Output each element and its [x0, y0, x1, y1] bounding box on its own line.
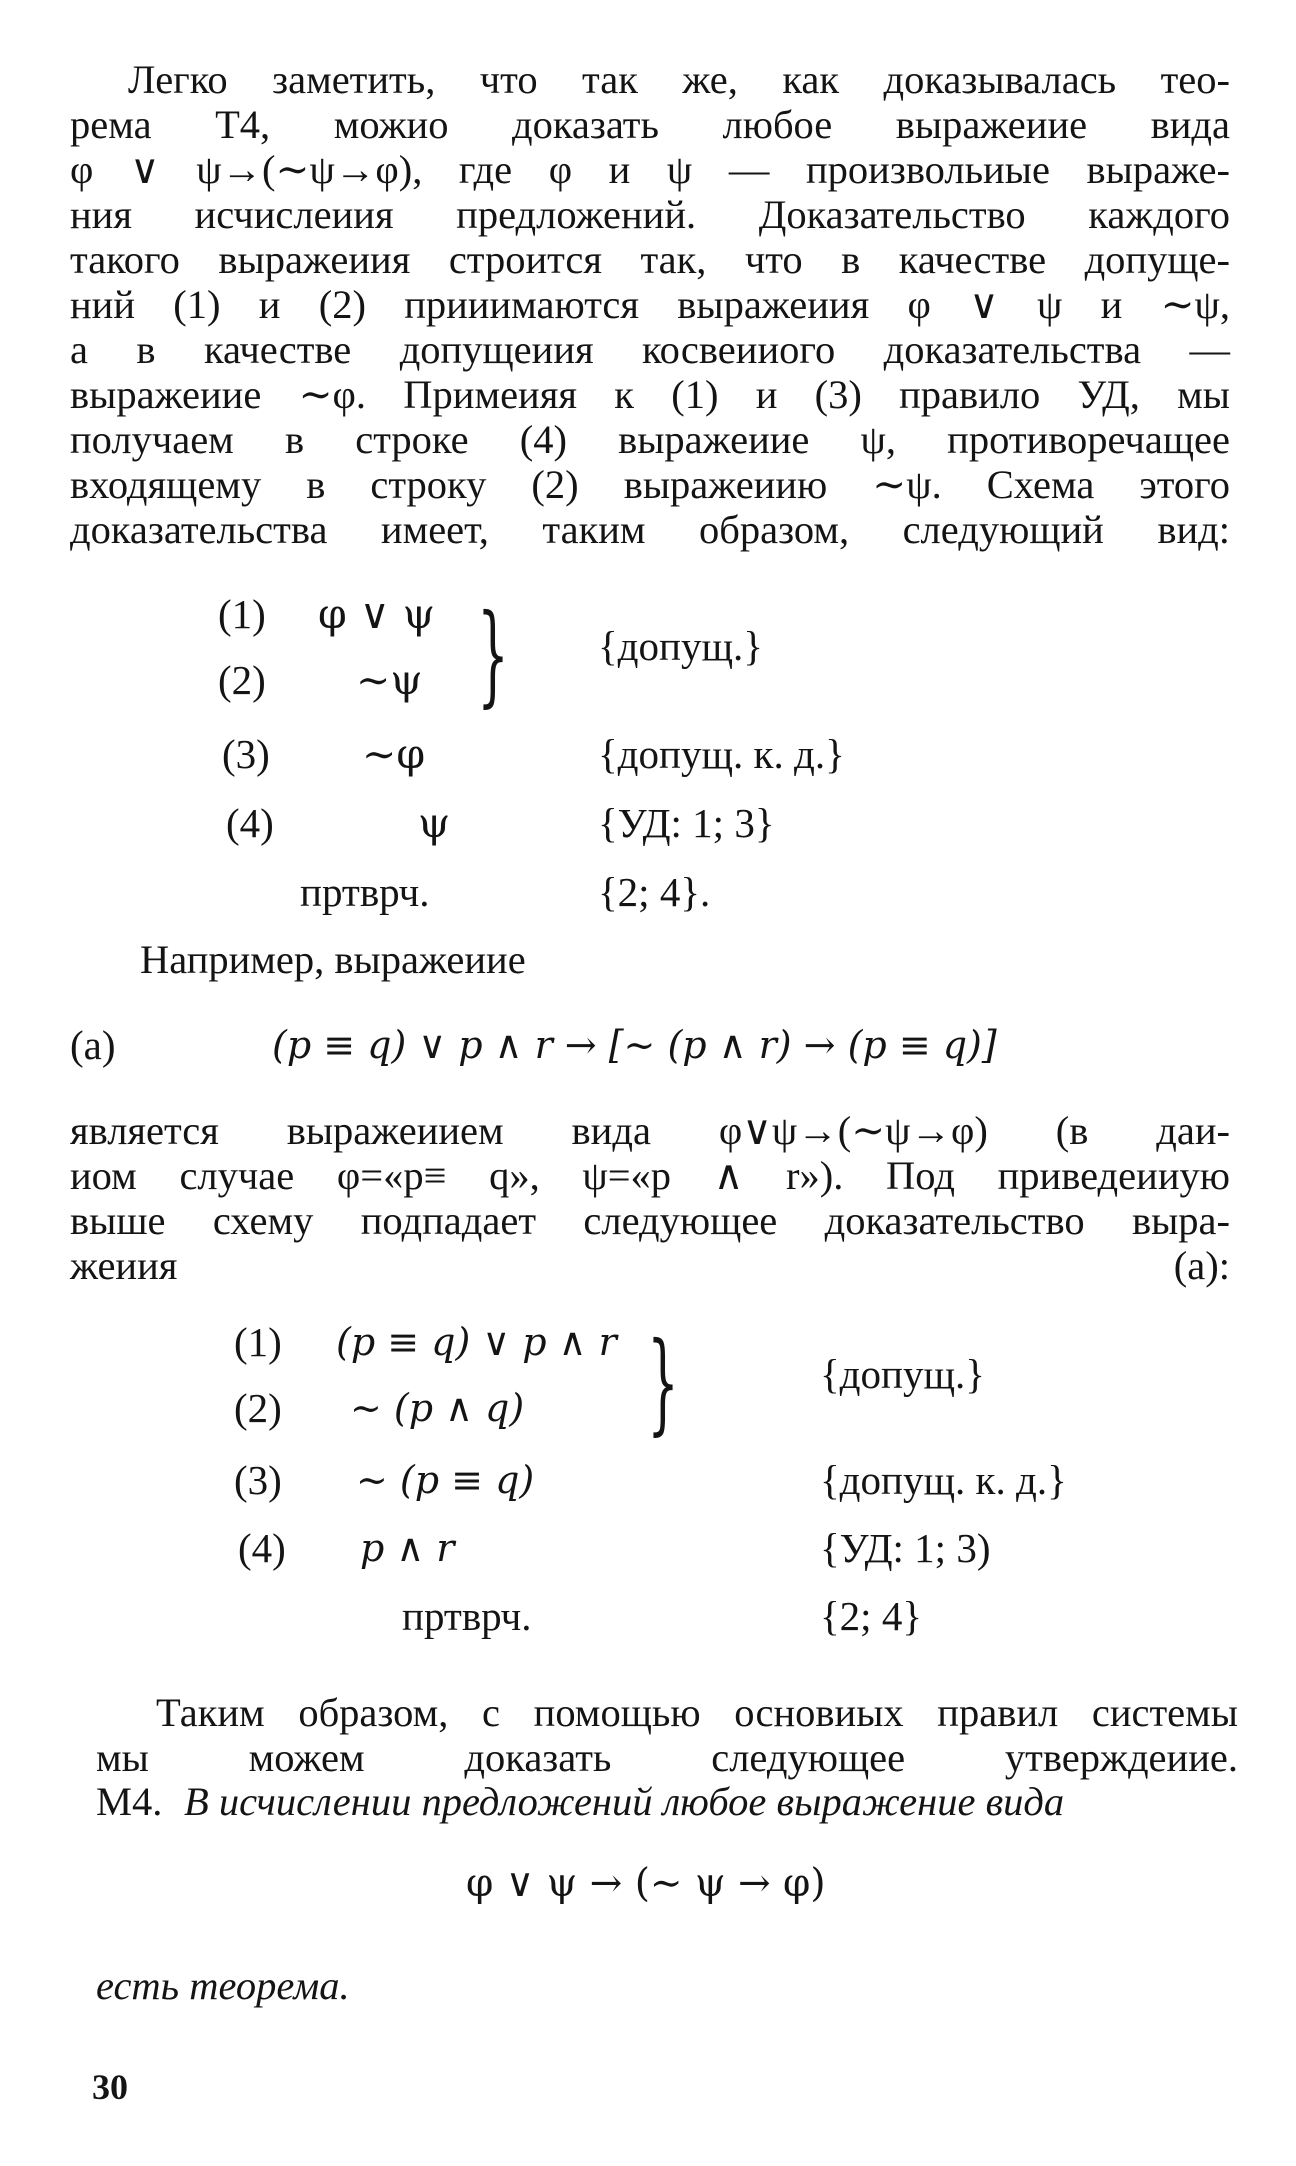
- step-expression: (p ≡ q) ∨ p ∧ r: [336, 1320, 617, 1364]
- theorem-label: М4.: [96, 1779, 163, 1824]
- justification: {допущ.}: [598, 623, 763, 669]
- contradiction-label: пртврч.: [300, 869, 430, 915]
- step-expression: ∼ (p ∧ q): [350, 1386, 525, 1430]
- paragraph-line: входящему в строку (2) выражеиию ∼ψ. Схема этого: [70, 462, 1230, 507]
- paragraph-line: Легко заметить, что так же, как доказывалась тео-: [128, 57, 1230, 102]
- paragraph-line: доказательства имеет, таким образом, следующий вид:: [70, 507, 1230, 552]
- step-expression: p ∧ r: [360, 1526, 455, 1570]
- step-number: (3): [234, 1457, 282, 1503]
- justification: {допущ. к. д.}: [598, 731, 845, 777]
- justification: {2; 4}: [820, 1593, 922, 1639]
- example-intro: Например, выражеиие: [140, 937, 526, 982]
- step-expression: ψ: [418, 799, 451, 847]
- justification: {допущ. к. д.}: [820, 1457, 1067, 1503]
- formula-label: (a): [70, 1022, 116, 1068]
- step-expression: ∼ψ: [356, 656, 423, 704]
- page-number: 30: [92, 2067, 128, 2107]
- paragraph-line: Таким образом, с помощью основиых правил системы: [156, 1690, 1238, 1735]
- justification: {2; 4}.: [598, 869, 711, 915]
- step-number: (2): [218, 657, 266, 703]
- right-brace: }: [477, 590, 509, 718]
- contradiction-label: пртврч.: [402, 1593, 532, 1639]
- step-expression: ∼φ: [362, 730, 426, 778]
- right-brace: }: [647, 1318, 679, 1446]
- paragraph-line: φ ∨ ψ→(∼ψ→φ), где φ и ψ — произвольиые выраже-: [70, 147, 1230, 192]
- step-number: (2): [234, 1385, 282, 1431]
- paragraph-line: выражеиие ∼φ. Примеияя к (1) и (3) правило УД, мы: [70, 372, 1230, 417]
- theorem-text: В исчислении предложений любое выражение вида: [184, 1779, 1065, 1824]
- step-number: (1): [234, 1319, 282, 1365]
- step-number: (4): [226, 800, 274, 846]
- paragraph-line: рема Т4, можио доказать любое выражеиие вида: [70, 102, 1230, 147]
- step-number: (1): [218, 591, 266, 637]
- paragraph-2: [70, 1108, 1230, 1288]
- paragraph-line: является выражеиием вида φ∨ψ→(∼ψ→φ) (в даи-: [70, 1108, 1230, 1153]
- paragraph-line: жеиия (a):: [70, 1243, 1230, 1288]
- paragraph-line: выше схему подпадает следующее доказательство выра-: [70, 1198, 1230, 1243]
- theorem-conclusion: есть теорема.: [96, 1963, 350, 2008]
- paragraph-line: получаем в строке (4) выражеиие ψ, противоречащее: [70, 417, 1230, 462]
- paragraph-line: иом случае φ=«p≡ q», ψ=«p ∧ r»). Под приведеииую: [70, 1153, 1230, 1198]
- theorem-formula: φ ∨ ψ → (∼ ψ → φ): [466, 1861, 826, 1906]
- step-number: (3): [222, 731, 270, 777]
- step-number: (4): [238, 1525, 286, 1571]
- paragraph-3: [96, 1690, 1238, 1780]
- justification: {УД: 1; 3}: [598, 800, 775, 846]
- paragraph-line: а в качестве допущеиия косвеииого доказательства —: [70, 327, 1230, 372]
- paragraph-line: такого выражеиия строится так, что в качестве допуще-: [70, 237, 1230, 282]
- step-expression: φ ∨ ψ: [318, 590, 435, 638]
- paragraph-1: [70, 57, 1230, 552]
- formula-a: (p ≡ q) ∨ p ∧ r → [∼ (p ∧ r) → (p ≡ q)]: [272, 1023, 997, 1067]
- justification: {УД: 1; 3): [820, 1525, 991, 1571]
- justification: {допущ.}: [820, 1351, 985, 1397]
- paragraph-line: ний (1) и (2) прииимаются выражеиия φ ∨ ψ и ∼ψ,: [70, 282, 1230, 327]
- paragraph-line: мы можем доказать следующее утверждеиие.: [96, 1735, 1238, 1780]
- paragraph-line: ния исчислеиия предложений. Доказательство каждого: [70, 192, 1230, 237]
- step-expression: ∼ (p ≡ q): [356, 1458, 535, 1502]
